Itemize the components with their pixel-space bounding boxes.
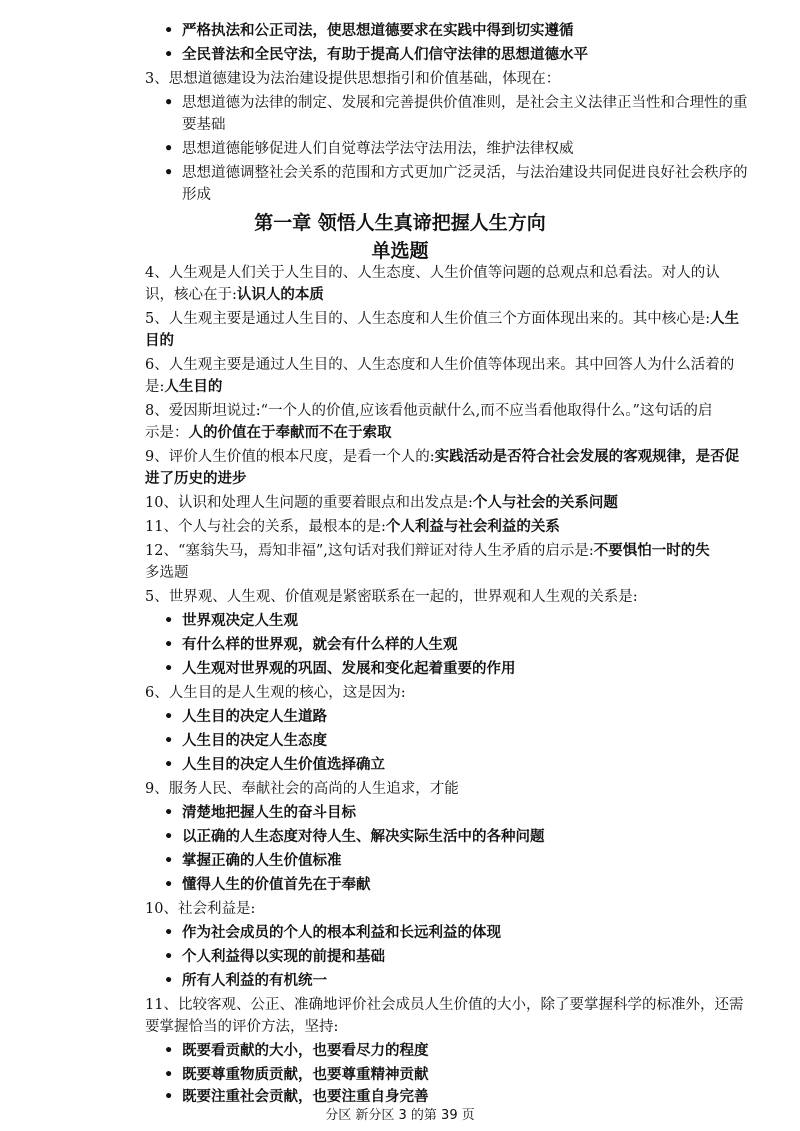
- q3-option-3: • 思想道德调整社会关系的范围和方式更加广泛灵活，与法治建设共同促进良好社会秩序的: [182, 162, 748, 184]
- m11-option-2: • 既要尊重物质贡献，也要尊重精神贡献: [182, 1064, 429, 1086]
- q10-line: [145, 492, 618, 514]
- q12-answer: 不要惧怕一时的失: [593, 543, 710, 559]
- q8-stem-end: 示是：: [145, 425, 189, 441]
- q3-option-2: • 思想道德能够促进人们自觉尊法学法守法用法，维护法律权威: [182, 138, 574, 160]
- m11-question-cont: 要掌握恰当的评价方法，坚持:: [145, 1019, 339, 1035]
- q5-line-1: [145, 308, 739, 330]
- page-footer: 分区 新分区 3 的第 39 页: [325, 1108, 475, 1123]
- q10-answer: 个人与社会的关系问题: [472, 495, 618, 511]
- q4-answer: 认识人的本质: [236, 287, 324, 303]
- m9-option-4: • 懂得人生的价值首先在于奉献: [182, 874, 371, 896]
- q9-answer-2: 进了历史的进步: [145, 471, 247, 487]
- q9-question: 9、评价人生价值的根本尺度，是看一个人的:: [145, 449, 435, 465]
- m5-option-2: • 有什么样的世界观，就会有什么样的人生观: [182, 634, 458, 656]
- m9-question: 9、服务人民、奉献社会的高尚的人生追求，才能: [145, 781, 459, 797]
- m6-option-2: • 人生目的决定人生态度: [182, 730, 327, 752]
- q6-stem-end: 是:: [145, 379, 165, 395]
- m11-option-1: • 既要看贡献的大小，也要看尽力的程度: [182, 1040, 429, 1062]
- m10-question: 10、社会利益是:: [145, 901, 256, 917]
- m11-question: 11、比较客观、公正、准确地评价社会成员人生价值的大小，除了要掌握科学的标准外，还需: [145, 997, 744, 1013]
- q3-option-3-cont: 形成: [182, 187, 211, 203]
- m11-option-3: • 既要注重社会贡献，也要注重自身完善: [182, 1086, 429, 1108]
- chapter-title: 第一章 领悟人生真谛把握人生方向: [254, 212, 546, 234]
- m10-option-1: • 作为社会成员的个人的根本利益和长远利益的体现: [182, 922, 501, 944]
- q8-answer: 人的价值在于奉献而不在于索取: [188, 425, 392, 441]
- m9-option-1: • 清楚地把握人生的奋斗目标: [182, 802, 356, 824]
- q4-stem-end: 识，核心在于:: [145, 287, 237, 303]
- m10-option-3: • 所有人利益的有机统一: [182, 970, 327, 992]
- top-bullet-1: • 严格执法和公正司法，使思想道德要求在实践中得到切实遵循: [182, 20, 574, 42]
- m5-option-1: • 世界观决定人生观: [182, 610, 298, 632]
- section-title: 单选题: [371, 240, 429, 262]
- q4-question: 4、人生观是人们关于人生目的、人生态度、人生价值等问题的总观点和总看法。对人的认: [145, 265, 720, 281]
- m9-option-2: • 以正确的人生态度对待人生、解决实际生活中的各种问题: [182, 826, 545, 848]
- q12-line: [145, 540, 710, 562]
- q3-option-1: • 思想道德为法律的制定、发展和完善提供价值准则，是社会主义法律正当性和合理性的重: [182, 92, 748, 114]
- q6-line-2: [145, 376, 222, 398]
- multi-choice-label: 多选题: [145, 565, 189, 581]
- q4-line-2: [145, 284, 324, 306]
- q11-line: [145, 516, 560, 538]
- top-bullet-2: • 全民普法和全民守法，有助于提高人们信守法律的思想道德水平: [182, 44, 588, 66]
- q5-question: 5、人生观主要是通过人生目的、人生态度和人生价值三个方面体现出来的。其中核心是:: [145, 311, 711, 327]
- q8-line-2: [145, 422, 392, 444]
- q11-answer: 个人利益与社会利益的关系: [385, 519, 560, 535]
- q3-option-1-cont: 要基础: [182, 117, 226, 133]
- q10-question: 10、认识和处理人生问题的重要着眼点和出发点是:: [145, 495, 473, 511]
- m6-question: 6、人生目的是人生观的核心，这是因为:: [145, 685, 406, 701]
- q12-question: 12、“塞翁失马，焉知非福”,这句话对我们辩证对待人生矛盾的启示是:: [145, 543, 594, 559]
- q5-answer-1: 人生: [710, 311, 740, 327]
- m6-option-1: • 人生目的决定人生道路: [182, 706, 327, 728]
- m5-question: 5、世界观、人生观、价值观是紧密联系在一起的，世界观和人生观的关系是:: [145, 589, 638, 605]
- q3-question: 3、思想道德建设为法治建设提供思想指引和价值基础，体现在：: [145, 71, 561, 87]
- m10-option-2: • 个人利益得以实现的前提和基础: [182, 946, 385, 968]
- m5-option-3: • 人生观对世界观的巩固、发展和变化起着重要的作用: [182, 658, 516, 680]
- q6-answer: 人生目的: [164, 379, 223, 395]
- q6-question: 6、人生观主要是通过人生目的、人生态度和人生价值等体现出来。其中回答人为什么活着的: [145, 357, 735, 373]
- q11-question: 11、个人与社会的关系，最根本的是:: [145, 519, 386, 535]
- q8-question: 8、爱因斯坦说过:“一个人的价值,应该看他贡献什么,而不应当看他取得什么。”这句话的启: [145, 403, 713, 419]
- q9-line-1: [145, 446, 739, 468]
- m9-option-3: • 掌握正确的人生价值标准: [182, 850, 342, 872]
- q9-answer-1: 实践活动是否符合社会发展的客观规律，是否促: [434, 449, 740, 465]
- q5-answer-2: 目的: [145, 333, 174, 349]
- m6-option-3: • 人生目的决定人生价值选择确立: [182, 754, 385, 776]
